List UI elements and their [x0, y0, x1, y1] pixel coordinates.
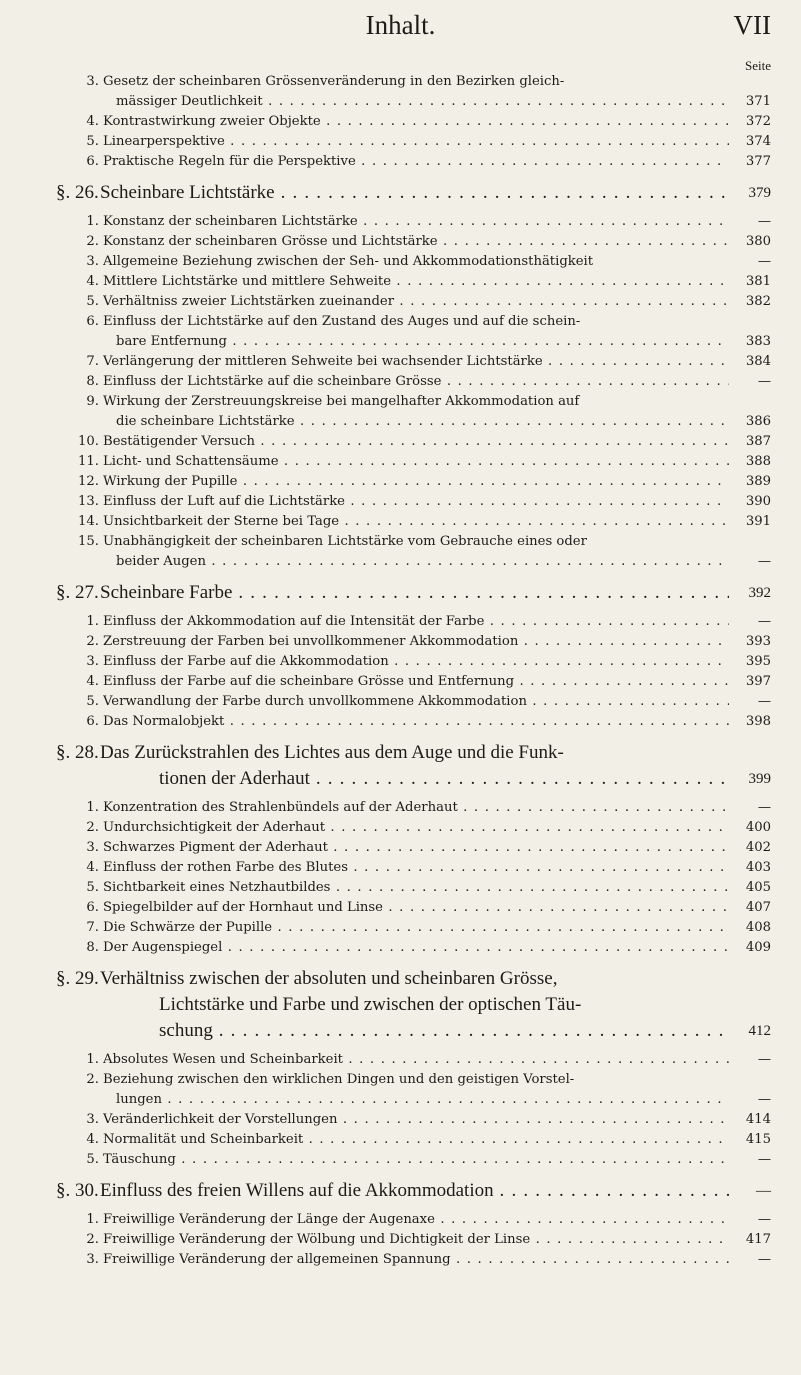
entry-title: mässiger Deutlichkeit . . .	[116, 92, 729, 112]
entry-number: 2.	[86, 1232, 99, 1247]
entry-title: Veränderlichkeit der Vorstellungen . . .	[103, 1110, 729, 1130]
entry-title: lungen . . .	[116, 1090, 729, 1110]
entry-title: Einfluss der Lichtstärke auf den Zustand des Auges und auf die schein-	[103, 314, 581, 329]
entry-number: 2.	[86, 1072, 99, 1087]
entry-title: Einfluss der Farbe auf die Akkommodation . . .	[103, 652, 729, 672]
entry-page-number: 372	[745, 114, 771, 129]
entry-number: 3.	[86, 1252, 99, 1267]
entry-number: 11.	[78, 454, 99, 469]
entry-title: Lichtstärke und Farbe und zwischen der optischen Täu-	[159, 994, 582, 1015]
entry-title: Gesetz der scheinbaren Grössenveränderung in den Bezirken gleich-	[103, 74, 565, 89]
entry-page-number: —	[757, 214, 771, 229]
entry-number: 8.	[86, 940, 99, 955]
entry-title: Linearperspektive . . .	[103, 132, 729, 152]
entry-page-number: 387	[745, 434, 771, 449]
entry-number: 6.	[86, 314, 99, 329]
entry-number: 7.	[86, 920, 99, 935]
entry-page-number: 397	[745, 674, 771, 689]
entry-number: 3.	[86, 654, 99, 669]
entry-page-number: 380	[745, 234, 771, 249]
entry-title: Das Normalobjekt . . .	[103, 712, 729, 732]
entry-number: §. 28.	[56, 742, 99, 763]
entry-number: 2.	[86, 820, 99, 835]
entry-page-number: 405	[745, 880, 771, 895]
entry-page-number: —	[757, 694, 771, 709]
entry-number: 1.	[86, 800, 99, 815]
entry-page-number: 390	[745, 494, 771, 509]
entry-number: 3.	[86, 254, 99, 269]
entry-page-number: 389	[745, 474, 771, 489]
entry-title: Spiegelbilder auf der Hornhaut und Linse . . .	[103, 898, 729, 918]
entry-title: Praktische Regeln für die Perspektive . . .	[103, 152, 729, 172]
entry-title: Einfluss der Lichtstärke auf die scheinbare Grösse . . .	[103, 372, 729, 392]
entry-title: bare Entfernung . . .	[116, 332, 729, 352]
entry-page-number: 381	[745, 274, 771, 289]
entry-page-number: 400	[745, 820, 771, 835]
entry-title: Wirkung der Pupille . . .	[103, 472, 729, 492]
entry-number: 8.	[86, 374, 99, 389]
entry-page-number: 415	[745, 1132, 771, 1147]
entry-title: Scheinbare Lichtstärke . . .	[100, 180, 729, 206]
page-header	[0, 10, 801, 46]
entry-number: 6.	[86, 154, 99, 169]
entry-title: Einfluss der Farbe auf die scheinbare Grösse und Entfernung . . .	[103, 672, 729, 692]
entry-page-number: 379	[748, 185, 771, 201]
entry-number: 4.	[86, 674, 99, 689]
entry-number: 15.	[78, 534, 99, 549]
entry-number: 1.	[86, 1212, 99, 1227]
entry-title: Die Schwärze der Pupille . . .	[103, 918, 729, 938]
entry-title: Verhältniss zwischen der absoluten und scheinbaren Grösse,	[100, 968, 558, 989]
entry-title: Schwarzes Pigment der Aderhaut . . .	[103, 838, 729, 858]
entry-page-number: 393	[745, 634, 771, 649]
entry-number: 3.	[86, 1112, 99, 1127]
entry-title: Verhältniss zweier Lichtstärken zueinander . . .	[103, 292, 729, 312]
entry-page-number: 382	[745, 294, 771, 309]
entry-number: 7.	[86, 354, 99, 369]
entry-title: Verlängerung der mittleren Sehweite bei wachsender Lichtstärke . . .	[103, 352, 729, 372]
entry-page-number: 402	[745, 840, 771, 855]
entry-page-number: 371	[745, 94, 771, 109]
entry-number: 2.	[86, 234, 99, 249]
entry-page-number: —	[757, 800, 771, 815]
entry-title: Verwandlung der Farbe durch unvollkommene Akkommodation . . .	[103, 692, 729, 712]
entry-page-number: —	[757, 1052, 771, 1067]
entry-number: 5.	[86, 694, 99, 709]
entry-number: §. 30.	[56, 1180, 99, 1201]
entry-number: §. 26.	[56, 182, 99, 203]
entry-title: Freiwillige Veränderung der Wölbung und Dichtigkeit der Linse . . .	[103, 1230, 729, 1250]
entry-page-number: 407	[745, 900, 771, 915]
entry-page-number: 384	[745, 354, 771, 369]
entry-number: 6.	[86, 900, 99, 915]
entry-number: 5.	[86, 880, 99, 895]
entry-number: §. 29.	[56, 968, 99, 989]
entry-page-number: —	[757, 254, 771, 269]
entry-title: Undurchsichtigkeit der Aderhaut . . .	[103, 818, 729, 838]
entry-number: 12.	[78, 474, 99, 489]
entry-title: Der Augenspiegel . . .	[103, 938, 729, 958]
entry-page-number: 414	[745, 1112, 771, 1127]
entry-title: Unsichtbarkeit der Sterne bei Tage . . .	[103, 512, 729, 532]
entry-page-number: 395	[745, 654, 771, 669]
entry-page-number: 391	[745, 514, 771, 529]
entry-number: 6.	[86, 714, 99, 729]
entry-number: 13.	[78, 494, 99, 509]
entry-title: Unabhängigkeit der scheinbaren Lichtstärke vom Gebrauche eines oder	[103, 534, 587, 549]
entry-page-number: 398	[745, 714, 771, 729]
entry-title: Das Zurückstrahlen des Lichtes aus dem Auge und die Funk-	[100, 742, 564, 763]
entry-title: die scheinbare Lichtstärke . . .	[116, 412, 729, 432]
entry-title: Kontrastwirkung zweier Objekte . . .	[103, 112, 729, 132]
entry-number: 3.	[86, 840, 99, 855]
entry-page-number: —	[757, 614, 771, 629]
entry-number: 9.	[86, 394, 99, 409]
entry-number: 5.	[86, 134, 99, 149]
entry-number: 4.	[86, 1132, 99, 1147]
entry-number: 3.	[86, 74, 99, 89]
entry-title: Einfluss der Luft auf die Lichtstärke . . .	[103, 492, 729, 512]
entry-title: Sichtbarkeit eines Netzhautbildes . . .	[103, 878, 729, 898]
entry-title: Konstanz der scheinbaren Grösse und Lichtstärke . . .	[103, 232, 729, 252]
entry-page-number: —	[757, 374, 771, 389]
entry-page-number: —	[757, 1152, 771, 1167]
entry-title: Mittlere Lichtstärke und mittlere Sehweite . . .	[103, 272, 729, 292]
entry-title: Wirkung der Zerstreuungskreise bei mangelhafter Akkommodation auf	[103, 394, 580, 409]
entry-page-number: 408	[745, 920, 771, 935]
entry-title: Freiwillige Veränderung der Länge der Augenaxe . . .	[103, 1210, 729, 1230]
entry-title: tionen der Aderhaut . . .	[159, 766, 729, 792]
entry-page-number: —	[757, 1092, 771, 1107]
entry-number: 1.	[86, 214, 99, 229]
entry-page-number: —	[756, 1183, 771, 1199]
entry-number: 14.	[78, 514, 99, 529]
entry-title: Einfluss des freien Willens auf die Akkommodation . . .	[100, 1178, 729, 1204]
entry-page-number: 399	[748, 771, 771, 787]
entry-number: 1.	[86, 1052, 99, 1067]
entry-title: Scheinbare Farbe . . .	[100, 580, 729, 606]
entry-number: 2.	[86, 634, 99, 649]
entry-number: 1.	[86, 614, 99, 629]
entry-title: Freiwillige Veränderung der allgemeinen Spannung . . .	[103, 1250, 729, 1270]
entry-page-number: 392	[748, 585, 771, 601]
entry-page-number: 412	[748, 1023, 771, 1039]
entry-title: Absolutes Wesen und Scheinbarkeit . . .	[103, 1050, 729, 1070]
page-title: Inhalt.	[365, 10, 436, 40]
entry-title: beider Augen . . .	[116, 552, 729, 572]
entry-page-number: —	[757, 1252, 771, 1267]
entry-title: Beziehung zwischen den wirklichen Dingen und den geistigen Vorstel-	[103, 1072, 575, 1087]
entry-page-number: 388	[745, 454, 771, 469]
entry-number: 4.	[86, 274, 99, 289]
entry-number: 10.	[78, 434, 99, 449]
entry-title: Einfluss der Akkommodation auf die Intensität der Farbe . . .	[103, 612, 729, 632]
entry-title: Einfluss der rothen Farbe des Blutes . . .	[103, 858, 729, 878]
entry-title: Konzentration des Strahlenbündels auf der Aderhaut . . .	[103, 798, 729, 818]
entry-number: 4.	[86, 114, 99, 129]
entry-page-number: 409	[745, 940, 771, 955]
page-number-roman: VII	[733, 10, 771, 40]
entry-number: 5.	[86, 1152, 99, 1167]
entry-title: Licht- und Schattensäume . . .	[103, 452, 729, 472]
entry-title: Zerstreuung der Farben bei unvollkommener Akkommodation . . .	[103, 632, 729, 652]
entry-title: Konstanz der scheinbaren Lichtstärke . . .	[103, 212, 729, 232]
entry-number: 5.	[86, 294, 99, 309]
entry-number: 4.	[86, 860, 99, 875]
entry-title: schung . . .	[159, 1018, 729, 1044]
entry-title: Normalität und Scheinbarkeit . . .	[103, 1130, 729, 1150]
entry-page-number: —	[757, 1212, 771, 1227]
entry-page-number: 383	[745, 334, 771, 349]
entry-page-number: 377	[745, 154, 771, 169]
entry-title: Allgemeine Beziehung zwischen der Seh- und Akkommodationsthätigkeit	[103, 254, 594, 269]
seite-label: Seite	[745, 58, 771, 73]
entry-page-number: —	[757, 554, 771, 569]
entry-title: Bestätigender Versuch . . .	[103, 432, 729, 452]
entry-page-number: 386	[745, 414, 771, 429]
entry-page-number: 403	[745, 860, 771, 875]
entry-page-number: 374	[745, 134, 771, 149]
entry-number: §. 27.	[56, 582, 99, 603]
entry-page-number: 417	[745, 1232, 771, 1247]
entry-title: Täuschung . . .	[103, 1150, 729, 1170]
